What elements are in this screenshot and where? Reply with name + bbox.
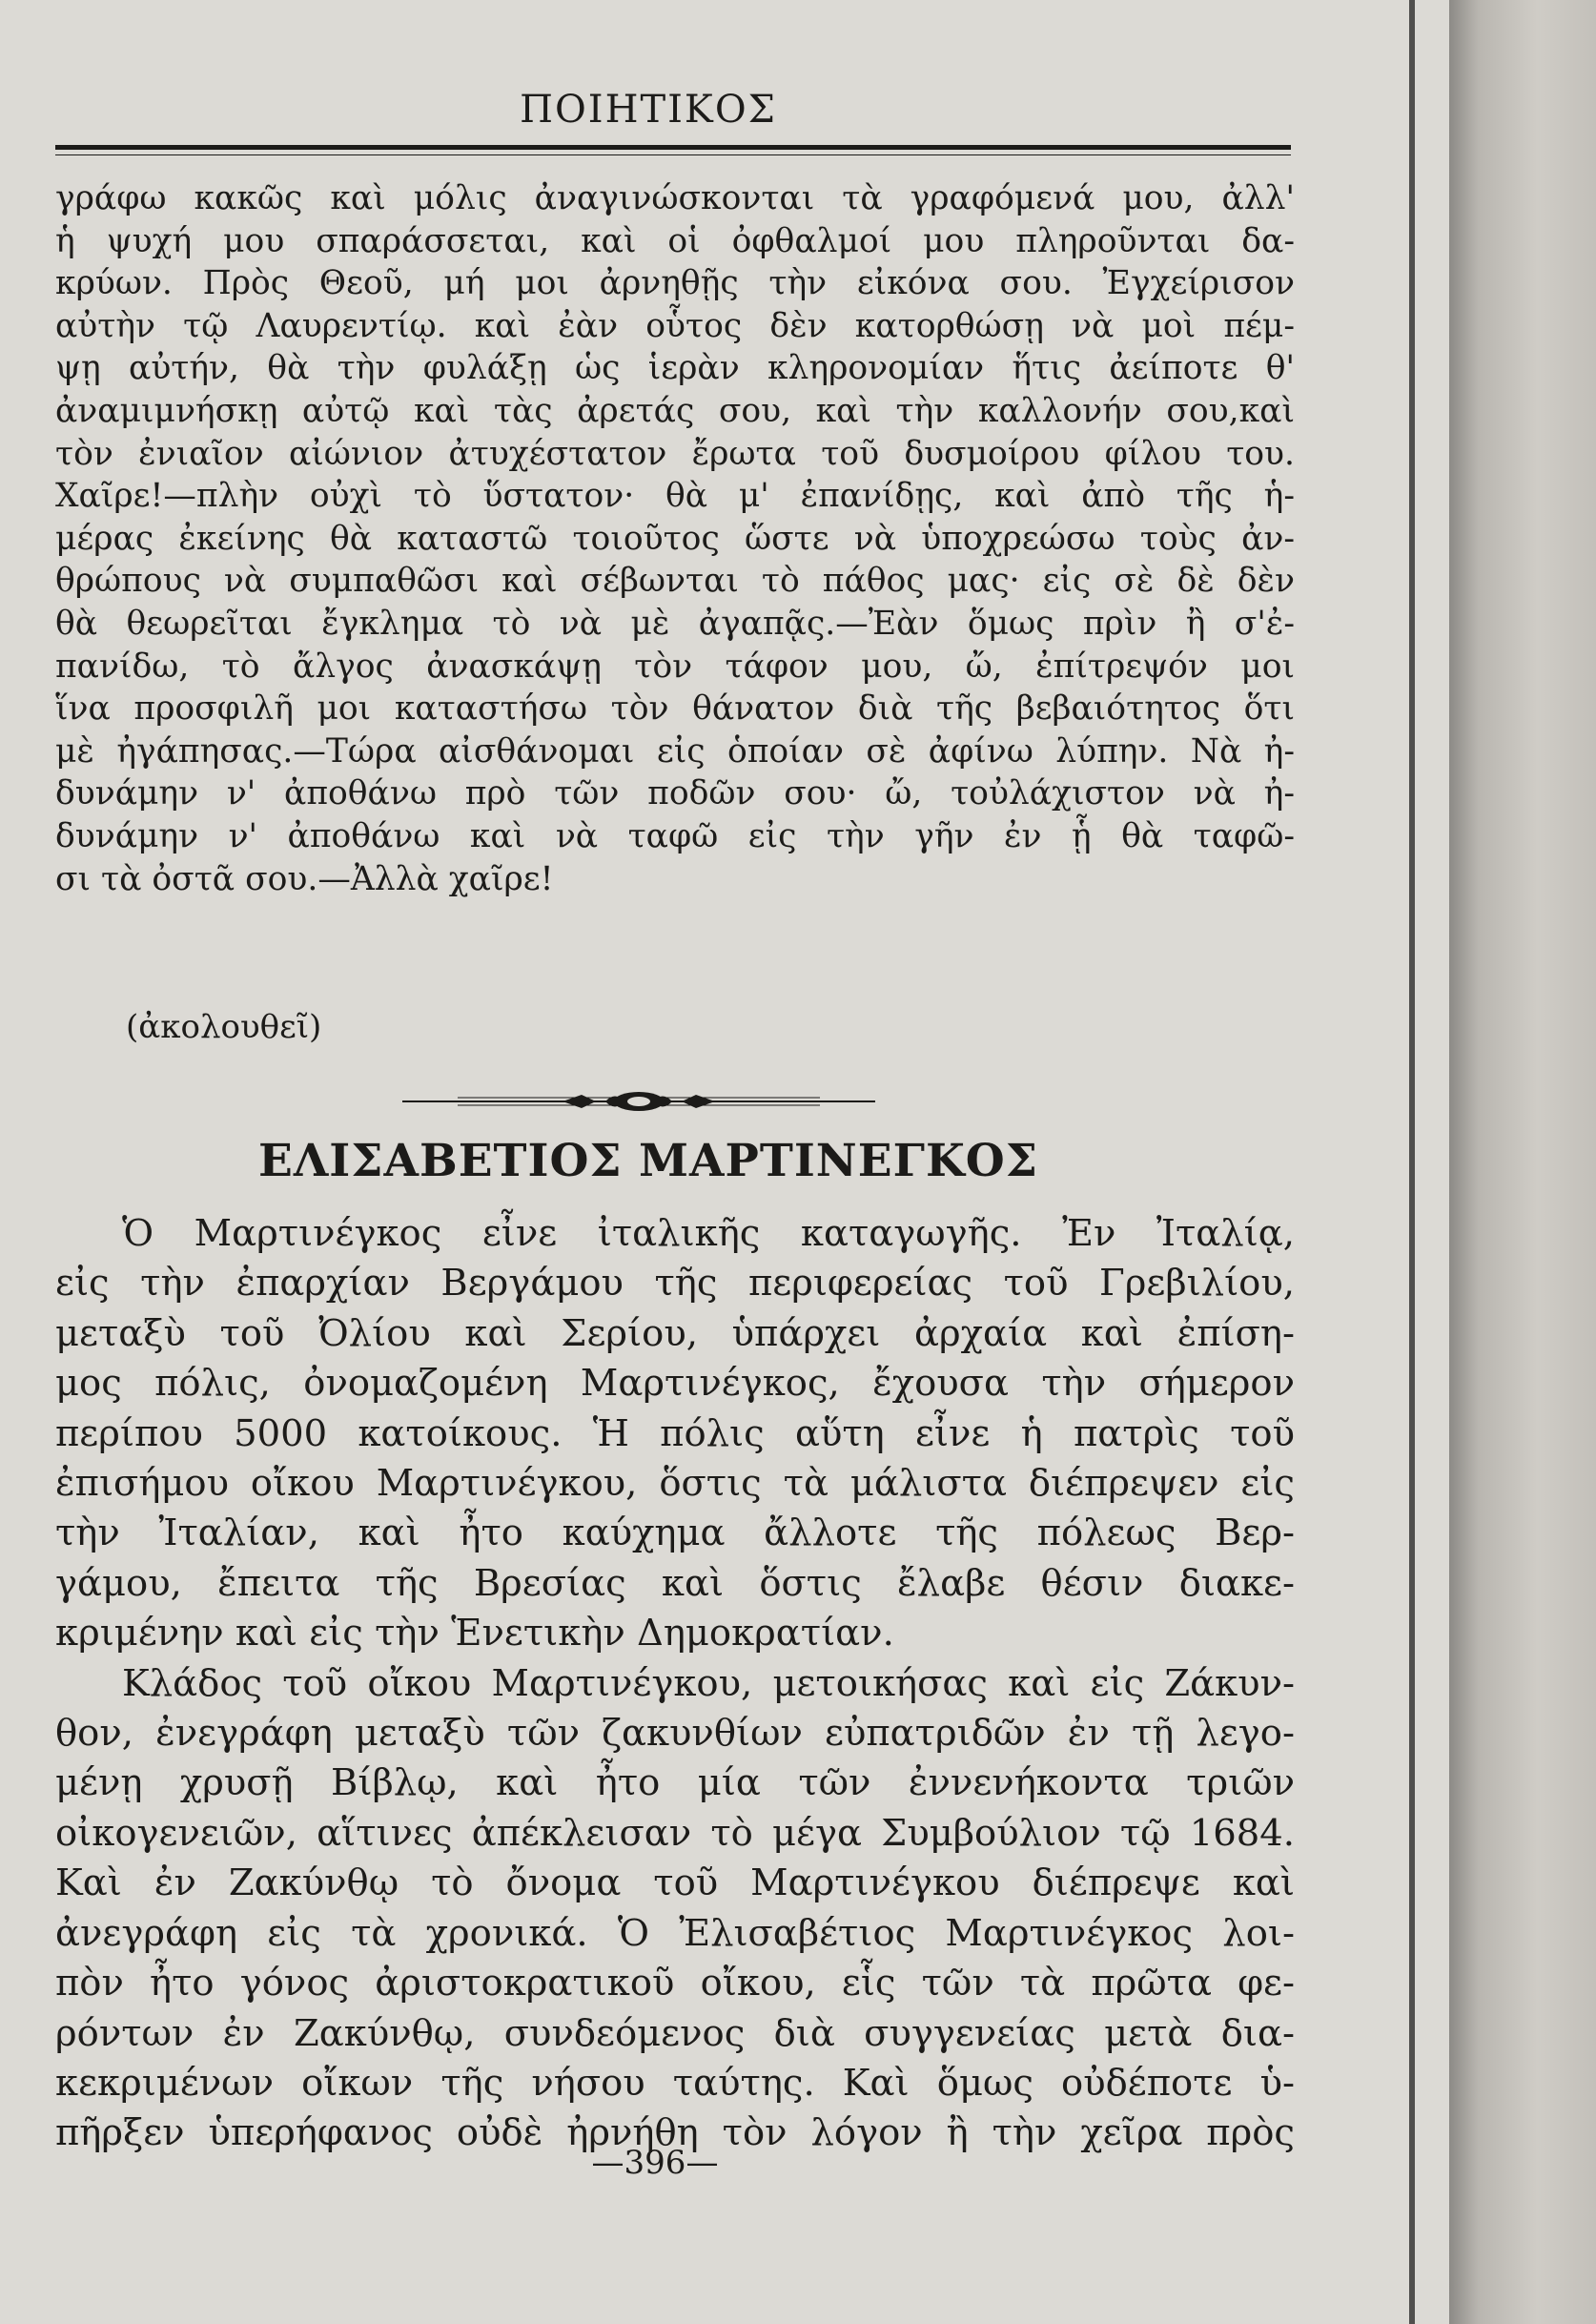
- text-line: σι τὰ ὀστᾶ σου.—Ἀλλὰ χαῖρε!: [55, 859, 554, 898]
- text-line: δυνάμην ν' ἀποθάνω πρὸ τῶν ποδῶν σου· ὤ, τοὐλάχιστον νὰ ἠ-: [55, 774, 1295, 813]
- text-line: περίπου 5000 κατοίκους. Ἡ πόλις αὕτη εἶνε ἡ πατρὶς τοῦ: [55, 1411, 1295, 1455]
- text-line: οἰκογενειῶν, αἵτινες ἀπέκλεισαν τὸ μέγα Συμβούλιον τῷ 1684.: [55, 1811, 1295, 1855]
- text-line: Χαῖρε!—πλὴν οὐχὶ τὸ ὕστατον· θὰ μ' ἐπανίδῃς, καὶ ἀπὸ τῆς ἡ-: [55, 477, 1295, 516]
- text-line: θον, ἐνεγράφη μεταξὺ τῶν ζακυνθίων εὐπατριδῶν ἐν τῇ λεγο-: [55, 1712, 1295, 1756]
- text-line: αὐτὴν τῷ Λαυρεντίῳ. καὶ ἐὰν οὗτος δὲν κατορθώσῃ νὰ μοὶ πέμ-: [55, 306, 1295, 345]
- text-line: δυνάμην ν' ἀποθάνω καὶ νὰ ταφῶ εἰς τὴν γῆν ἐν ᾗ θὰ ταφῶ-: [55, 816, 1295, 855]
- text-line: θρώπους νὰ συμπαθῶσι καὶ σέβωνται τὸ πάθος μας· εἰς σὲ δὲ δὲν: [55, 562, 1295, 601]
- text-line: μένῃ χρυσῇ Βίβλῳ, καὶ ἦτο μία τῶν ἐννενήκοντα τριῶν: [55, 1761, 1295, 1805]
- text-line: ἐπισήμου οἴκου Μαρτινέγκου, ὅστις τὰ μάλιστα διέπρεψεν εἰς: [55, 1462, 1295, 1506]
- text-line: Κλάδος τοῦ οἴκου Μαρτινέγκου, μετοικήσας καὶ εἰς Ζάκυν-: [122, 1661, 1295, 1705]
- text-line: τὸν ἐνιαῖον αἰώνιον ἀτυχέστατον ἔρωτα τοῦ δυσμοίρου φίλου του.: [55, 434, 1295, 473]
- text-line: θὰ θεωρεῖται ἔγκλημα τὸ νὰ μὲ ἀγαπᾷς.—Ἐὰν ὅμως πρὶν ἢ σ'ἐ-: [55, 604, 1295, 643]
- text-line: πὸν ἦτο γόνος ἀριστοκρατικοῦ οἴκου, εἷς τῶν τὰ πρῶτα φε-: [55, 1962, 1295, 2005]
- text-line: γράφω κακῶς καὶ μόλις ἀναγινώσκονται τὰ γραφόμενά μου, ἀλλ': [55, 179, 1295, 217]
- text-line: Καὶ ἐν Ζακύνθῳ τὸ ὄνομα τοῦ Μαρτινέγκου διέπρεψε καὶ: [55, 1861, 1295, 1905]
- text-line: τὴν Ἰταλίαν, καὶ ἦτο καύχημα ἄλλοτε τῆς πόλεως Βερ-: [55, 1512, 1295, 1555]
- section-title: ΕΛΙΣΑΒΕΤΙΟΣ ΜΑΡΤΙΝΕΓΚΟΣ: [258, 1135, 1038, 1187]
- text-line: γάμου, ἔπειτα τῆς Βρεσίας καὶ ὅστις ἔλαβε θέσιν διακε-: [55, 1561, 1295, 1605]
- gutter-edge: [1409, 0, 1415, 2324]
- text-line: Ὁ Μαρτινέγκος εἶνε ἰταλικῆς καταγωγῆς. Ἐν Ἰταλίᾳ,: [122, 1212, 1295, 1255]
- text-line: εἰς τὴν ἐπαρχίαν Βεργάμου τῆς περιφερείας τοῦ Γρεβιλίου,: [55, 1262, 1295, 1306]
- text-line: μὲ ἠγάπησας.—Τώρα αἰσθάνομαι εἰς ὁποίαν σὲ ἀφίνω λύπην. Νὰ ἠ-: [55, 731, 1295, 771]
- continued-note: (ἀκολουθεῖ): [126, 1008, 322, 1046]
- text-line: ἀναμιμνήσκῃ αὐτῷ καὶ τὰς ἀρετάς σου, καὶ τὴν καλλονήν σου,καὶ: [55, 391, 1295, 430]
- running-head: ΠΟΙΗΤΙΚΟΣ: [520, 88, 777, 132]
- text-line: ἡ ψυχή μου σπαράσσεται, καὶ οἱ ὀφθαλμοί μου πληροῦνται δα-: [55, 221, 1295, 260]
- letter-text: [55, 177, 1295, 900]
- text-line: πῆρξεν ὑπερήφανος οὐδὲ ἠρνήθη τὸν λόγον ἢ τὴν χεῖρα πρὸς: [55, 2111, 1295, 2155]
- ornamental-rule: [400, 1087, 877, 1116]
- page-number: —396—: [591, 2144, 719, 2182]
- body-text: [55, 1209, 1295, 2159]
- book-gutter: [1449, 0, 1596, 2324]
- header-rule: [55, 145, 1291, 150]
- text-line: κεκριμένων οἴκων τῆς νήσου ταύτης. Καὶ ὅμως οὐδέποτε ὑ-: [55, 2061, 1295, 2105]
- header-rule-thin: [55, 154, 1291, 155]
- text-line: ἵνα προσφιλῆ μοι καταστήσω τὸν θάνατον διὰ τῆς βεβαιότητος ὅτι: [55, 689, 1295, 729]
- text-line: ψῃ αὐτήν, θὰ τὴν φυλάξῃ ὡς ἱερὰν κληρονομίαν ἥτις ἀείποτε θ': [55, 349, 1295, 388]
- text-line: ἀνεγράφη εἰς τὰ χρονικά. Ὁ Ἐλισαβέτιος Μαρτινέγκος λοι-: [55, 1911, 1295, 1955]
- text-line: ρόντων ἐν Ζακύνθῳ, συνδεόμενος διὰ συγγενείας μετὰ δια-: [55, 2011, 1295, 2055]
- text-line: μος πόλις, ὀνομαζομένη Μαρτινέγκος, ἔχουσα τὴν σήμερον: [55, 1362, 1295, 1406]
- text-line: μέρας ἐκείνης θὰ καταστῶ τοιοῦτος ὥστε νὰ ὑποχρεώσω τοὺς ἀν-: [55, 519, 1295, 558]
- text-line: κριμένην καὶ εἰς τὴν Ἑνετικὴν Δημοκρατίαν.: [55, 1612, 894, 1656]
- text-line: μεταξὺ τοῦ Ὀλίου καὶ Σερίου, ὑπάρχει ἀρχαία καὶ ἐπίση-: [55, 1311, 1295, 1355]
- text-line: πανίδω, τὸ ἄλγος ἀνασκάψῃ τὸν τάφον μου, ὤ, ἐπίτρεψόν μοι: [55, 647, 1295, 686]
- text-line: κρύων. Πρὸς Θεοῦ, μή μοι ἀρνηθῇς τὴν εἰκόνα σου. Ἐγχείρισον: [55, 264, 1295, 303]
